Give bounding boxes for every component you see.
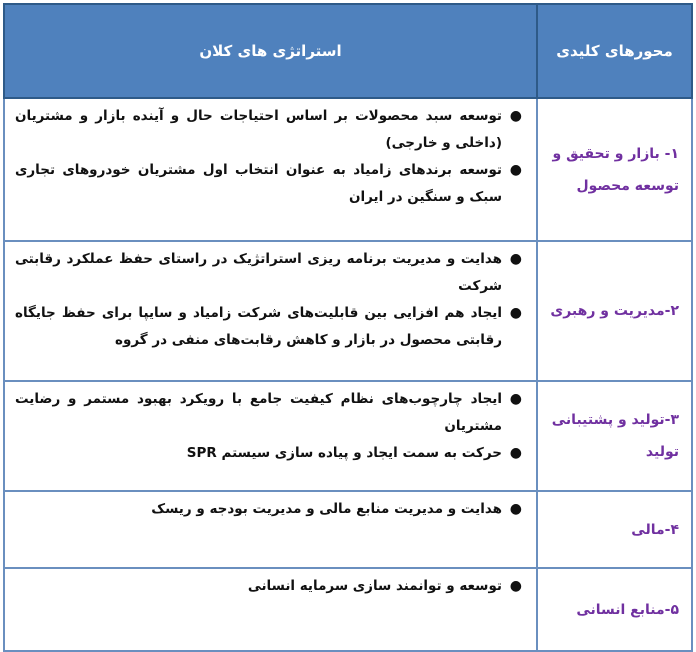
strategies-header: استراتژی های کلان bbox=[4, 4, 537, 98]
axis-cell: ۳-تولید و پشتیبانی تولید bbox=[537, 381, 692, 491]
list-item bbox=[15, 300, 522, 354]
strategy-list bbox=[15, 246, 524, 354]
bullet-icon: ● bbox=[509, 445, 522, 461]
axis-cell: ۲-مدیریت و رهبری bbox=[537, 241, 692, 381]
strategy-text: هدایت و مدیریت برنامه ریزی استراتژیک در راستای حفظ عملکرد رقابتی شرکت bbox=[15, 251, 502, 294]
strategies-cell bbox=[4, 381, 537, 491]
axes-header: محورهای کلیدی bbox=[537, 4, 692, 98]
list-item bbox=[15, 386, 522, 440]
table-row bbox=[4, 568, 692, 651]
table-row bbox=[4, 98, 692, 241]
strategy-text: حرکت به سمت ایجاد و پیاده سازی سیستم SPR bbox=[186, 445, 502, 461]
bullet-icon: ● bbox=[509, 108, 522, 124]
strategies-cell bbox=[4, 568, 537, 651]
strategy-list bbox=[15, 386, 524, 467]
table-row bbox=[4, 381, 692, 491]
axis-cell: ۴-مالی bbox=[537, 491, 692, 568]
strategy-list bbox=[15, 103, 524, 211]
list-item bbox=[15, 157, 522, 211]
bullet-icon: ● bbox=[509, 578, 522, 594]
strategies-cell bbox=[4, 98, 537, 241]
strategies-cell bbox=[4, 491, 537, 568]
strategy-list bbox=[15, 496, 524, 523]
strategy-text: توسعه برندهای زامیاد به عنوان انتخاب اول مشتریان خودروهای تجاری سبک و سنگین در ایران bbox=[15, 162, 502, 205]
strategy-table bbox=[3, 3, 693, 652]
bullet-icon: ● bbox=[509, 162, 522, 178]
list-item bbox=[15, 440, 522, 467]
strategy-text: ایجاد هم افزایی بین قابلیت‌های شرکت زامیاد و سایپا برای حفظ جایگاه رقابتی محصول در بازار و کاهش رقابت‌های منفی در گروه bbox=[15, 305, 502, 348]
list-item bbox=[15, 496, 522, 523]
strategy-text: توسعه سبد محصولات بر اساس احتیاجات حال و آینده بازار و مشتریان (داخلی و خارجی) bbox=[15, 108, 502, 151]
bullet-icon: ● bbox=[509, 305, 522, 321]
list-item bbox=[15, 246, 522, 300]
strategies-cell bbox=[4, 241, 537, 381]
list-item bbox=[15, 103, 522, 157]
axis-cell: ۱- بازار و تحقیق و توسعه محصول bbox=[537, 98, 692, 241]
table-row bbox=[4, 491, 692, 568]
bullet-icon: ● bbox=[509, 391, 522, 407]
strategy-text: توسعه و توانمند سازی سرمایه انسانی bbox=[247, 578, 502, 594]
strategy-list bbox=[15, 573, 524, 600]
table-header-row bbox=[4, 4, 692, 98]
axis-cell: ۵-منابع انسانی bbox=[537, 568, 692, 651]
bullet-icon: ● bbox=[509, 501, 522, 517]
strategy-text: هدایت و مدیریت منابع مالی و مدیریت بودجه و ریسک bbox=[151, 501, 502, 517]
list-item bbox=[15, 573, 522, 600]
table-row bbox=[4, 241, 692, 381]
bullet-icon: ● bbox=[509, 251, 522, 267]
strategy-text: ایجاد چارچوب‌های نظام کیفیت جامع با رویکرد بهبود مستمر و رضایت مشتریان bbox=[15, 391, 502, 434]
